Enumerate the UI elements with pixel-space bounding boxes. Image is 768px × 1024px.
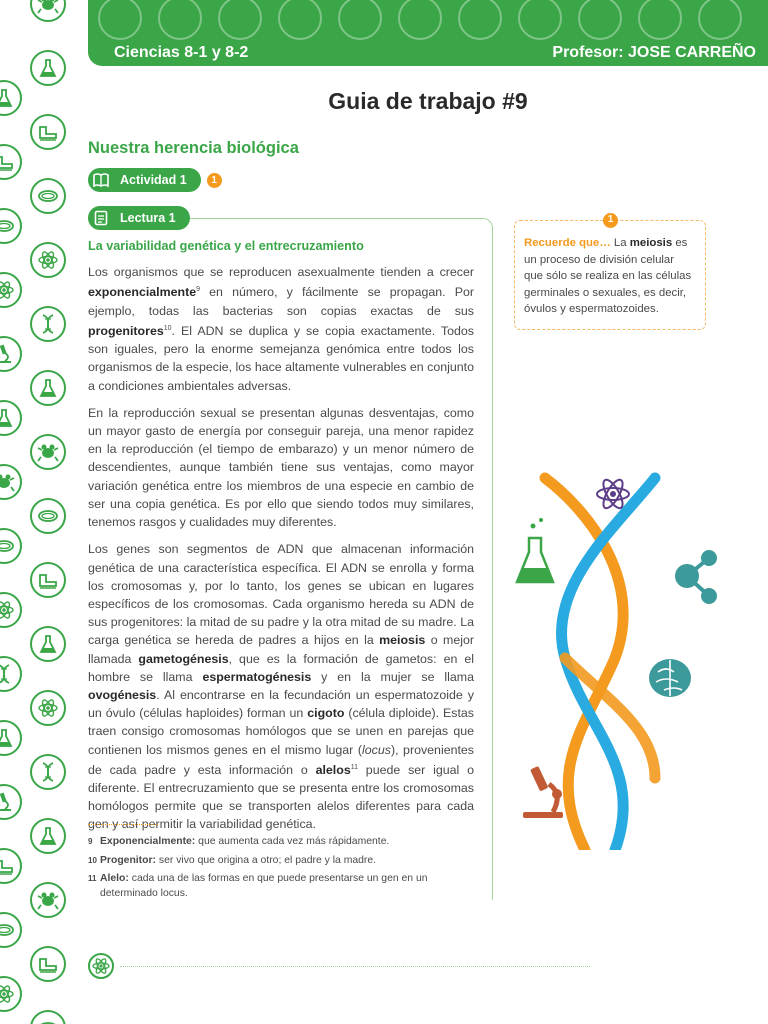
reading-content: [88, 237, 474, 843]
book-icon: [88, 168, 114, 192]
molecule-icon: [675, 550, 717, 604]
header-deco-icon: [338, 0, 382, 40]
dna-icon: [30, 754, 66, 790]
header-deco-icon: [278, 0, 322, 40]
footnote-item: 11 Alelo: cada una de las formas en que puede presentarse un gen en un determinado locus.: [88, 873, 428, 899]
paragraph-3: Los genes son segmentos de ADN que almacenan información genética de una característica específica. El ADN se enrolla y forma los cromosomas y, por lo tanto, los genes se ubican en lugares específicos de los cromosomas. Cada organismo hereda su ADN de sus progenitores: la mitad de su padre y la otra mitad de su madre. La carga genética se hereda de padres a hijos en la meiosis o mejor llamada gametogénesis, que es la formación de gametos: en el hombre se llama espermatogénesis y en la mujer se llama ovogénesis. Al encontrarse en la fecundación un espermatozoide y un óvulo (células haploides) forman un cigoto (célula diploide). Estas traen consigo cromosomas homólogos que se unen en parejas que contienen los mismos genes en el mismo lugar (locus), provenientes de cada padre y esta información o alelos$^{11}$ puede ser igual o diferente. El entrecruzamiento que se presenta entre los cromosomas homólogos permite que se transporten alelos diferentes para cada gen y así permitir la variabilidad genética.: [88, 542, 475, 832]
microscope-icon: [0, 336, 22, 372]
header-deco-icon: [98, 0, 142, 40]
reading-icon: [88, 206, 114, 230]
footnote-item: 10 Progenitor: ser vivo que origina a otro; el padre y la madre.: [88, 854, 377, 866]
term-locus: locus: [362, 742, 391, 757]
note-term: meiosis: [629, 237, 673, 249]
footnote-ref: 11: [350, 763, 358, 771]
note-lead: Recuerde que…: [524, 237, 611, 249]
term-exponencialmente: exponencialmente: [88, 285, 197, 300]
term-progenitores: progenitores: [88, 324, 164, 339]
flask-icon: [0, 720, 22, 756]
footnotes: [88, 824, 468, 905]
petri-dish-icon: [30, 498, 66, 534]
header-deco-icon: [578, 0, 622, 40]
activity-label: Actividad 1: [114, 168, 201, 192]
atom-icon: [0, 272, 22, 308]
foot-icon: [30, 562, 66, 598]
foot-icon: [30, 946, 66, 982]
term-ovogenesis: ovogénesis: [88, 687, 157, 702]
dna-illustration: [505, 468, 735, 850]
footnote-ref: 10: [163, 324, 172, 332]
foot-icon: [0, 848, 22, 884]
petri-dish-icon: [0, 912, 22, 948]
note-badge: 1: [603, 213, 618, 228]
paragraph-1: Los organismos que se reproducen asexualmente tienden a crecer exponencialmente$^9$ en número, y fácilmente se propagan. Por ejemplo, todas las bacterias son copias exactas de sus progenitores$^{10}$. El ADN se duplica y se copia exactamente. Todos son iguales, pero la enorme semejanza genómica entre todos los organismos de la especie, los hace altamente vulnerables en conjunto a condiciones ambientales adversas.: [88, 265, 474, 393]
petri-dish-icon: [30, 178, 66, 214]
term-cigoto: cigoto: [307, 706, 345, 721]
header-deco-icon: [458, 0, 502, 40]
atom-icon: [0, 592, 22, 628]
foot-icon: [0, 144, 22, 180]
frog-icon: [30, 882, 66, 918]
header-deco-icon: [218, 0, 262, 40]
header-icon-row: [88, 0, 768, 40]
flask-icon: [30, 818, 66, 854]
foot-icon: [30, 114, 66, 150]
frog-icon: [30, 0, 66, 22]
atom-icon: [0, 976, 22, 1012]
flask-icon: [30, 626, 66, 662]
dna-icon: [30, 306, 66, 342]
atom-icon: [30, 242, 66, 278]
course-label: Ciencias 8-1 y 8-2: [114, 44, 249, 61]
term-alelos: alelos: [315, 762, 351, 777]
microscope-icon: [0, 784, 22, 820]
flask-icon: [517, 518, 553, 582]
header-deco-icon: [638, 0, 682, 40]
term-meiosis: meiosis: [379, 633, 426, 648]
activity-badge: 1: [207, 173, 222, 188]
activity-pill: [88, 168, 222, 192]
reading-pill: [88, 206, 190, 230]
atom-icon: [88, 953, 114, 979]
atom-icon: [30, 690, 66, 726]
section-title: Nuestra herencia biológica: [88, 139, 299, 157]
flask-icon: [30, 370, 66, 406]
petri-dish-icon: [0, 208, 22, 244]
header-band: [88, 0, 768, 66]
footnote-ref: 9: [196, 286, 201, 294]
microscope-icon: [523, 766, 563, 818]
decorative-icon-strip: [0, 0, 78, 1024]
header-deco-icon: [398, 0, 442, 40]
frog-icon: [0, 464, 22, 500]
footnote-rule: [88, 824, 158, 825]
term-gametogenesis: gametogénesis: [138, 651, 229, 666]
page-title: Guia de trabajo #9: [328, 88, 528, 114]
petri-dish-icon: [0, 528, 22, 564]
brain-icon: [649, 659, 691, 697]
footnote-item: 9 Exponencialmente: que aumenta cada vez más rápidamente.: [88, 836, 390, 847]
term-espermatogenesis: espermatogénesis: [202, 669, 312, 684]
frog-icon: [30, 434, 66, 470]
petri-dish-icon: [30, 1010, 66, 1024]
reminder-note: 1 Recuerde que… La meiosis es un proceso de división celular que sólo se realiza en las células germinales o sexuales, es decir, óvulos y espermatozoides.: [514, 220, 706, 330]
paragraph-2: En la reproducción sexual se presentan algunas desventajas, como un mayor gasto de energía por conseguir pareja, una menor rapidez en la reproducción (el tiempo de embarazo) y un menor número de descendientes, aunque también tiene sus ventajas, como mayor variación genética entre los miembros de una especie en cambio de ser una copia genética. Es por ello que siendo todos muy similares, tenemos rasgos y cualidades muy diferentes.: [88, 405, 474, 530]
bottom-rule: [120, 966, 590, 967]
header-deco-icon: [518, 0, 562, 40]
flask-icon: [0, 400, 22, 436]
teacher-label: Profesor: JOSE CARREÑO: [552, 44, 756, 61]
reading-heading: La variabilidad genética y el entrecruzamiento: [88, 239, 364, 253]
header-deco-icon: [698, 0, 742, 40]
header-deco-icon: [158, 0, 202, 40]
dna-icon: [0, 656, 22, 692]
reading-label: Lectura 1: [114, 206, 190, 230]
flask-icon: [30, 50, 66, 86]
